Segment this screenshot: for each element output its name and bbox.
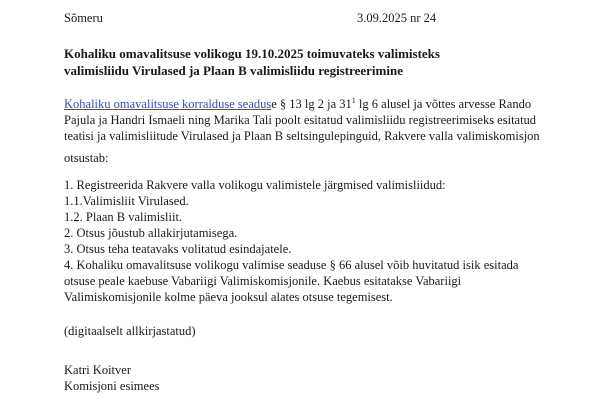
decision-item: 1.1.Valimisliit Virulased. [64, 194, 189, 208]
decision-item: 3. Otsus teha teatavaks volitatud esindajatele. [64, 242, 292, 256]
law-link[interactable]: Kohaliku omavalitsuse korralduse seadus [64, 97, 272, 111]
decides-label: otsustab: [64, 151, 109, 165]
decision-item: 2. Otsus jõustub allakirjutamisega. [64, 226, 238, 240]
title-line-2: valimisliidu Virulased ja Plaan B valimisliidu registreerimine [64, 63, 403, 78]
decision-item: 1. Registreerida Rakvere valla volikogu valimistele järgmised valimisliidud: [64, 178, 446, 192]
preamble-line-1-text-a: e § 13 lg 2 ja 31 [271, 97, 352, 111]
decision-item: otsuse peale kaebuse Vabariigi Valimiskomisjonile. Kaebus esitatakse Vabariigi [64, 274, 462, 288]
title-line-1: Kohaliku omavalitsuse volikogu 19.10.2025 toimuvateks valimisteks [64, 46, 440, 61]
superscript: 1 [351, 96, 356, 105]
signer-name: Katri Koitver [64, 363, 131, 377]
decision-item: 1.2. Plaan B valimisliit. [64, 210, 183, 224]
decision-item: 4. Kohaliku omavalitsuse volikogu valimise seaduse § 66 alusel võib huvitatud isik esitada [64, 258, 519, 272]
preamble-line-1 [64, 96, 540, 112]
date-number-label: 3.09.2025 nr 24 [357, 11, 437, 25]
preamble-line-3: teatisi ja valimisliitude Virulased ja Plaan B seltsingulepinguid, Rakvere valla valimiskomisjon [64, 129, 540, 143]
document-title [64, 45, 440, 79]
location-label: Sõmeru [64, 11, 103, 25]
signature-note: (digitaalselt allkirjastatud) [64, 324, 196, 338]
decision-item: Valimiskomisjonile kolme päeva jooksul alates otsuse tegemisest. [64, 290, 393, 304]
decision-list [64, 177, 518, 305]
preamble [64, 96, 540, 144]
preamble-line-2: Pajula ja Handri Ismaeli ning Marika Tali poolt esitatud valimisliidu registreerimiseks esitatud [64, 113, 537, 127]
signer-role: Komisjoni esimees [64, 379, 160, 393]
preamble-line-1-text-b: lg 6 alusel ja võttes arvesse Rando [355, 97, 532, 111]
